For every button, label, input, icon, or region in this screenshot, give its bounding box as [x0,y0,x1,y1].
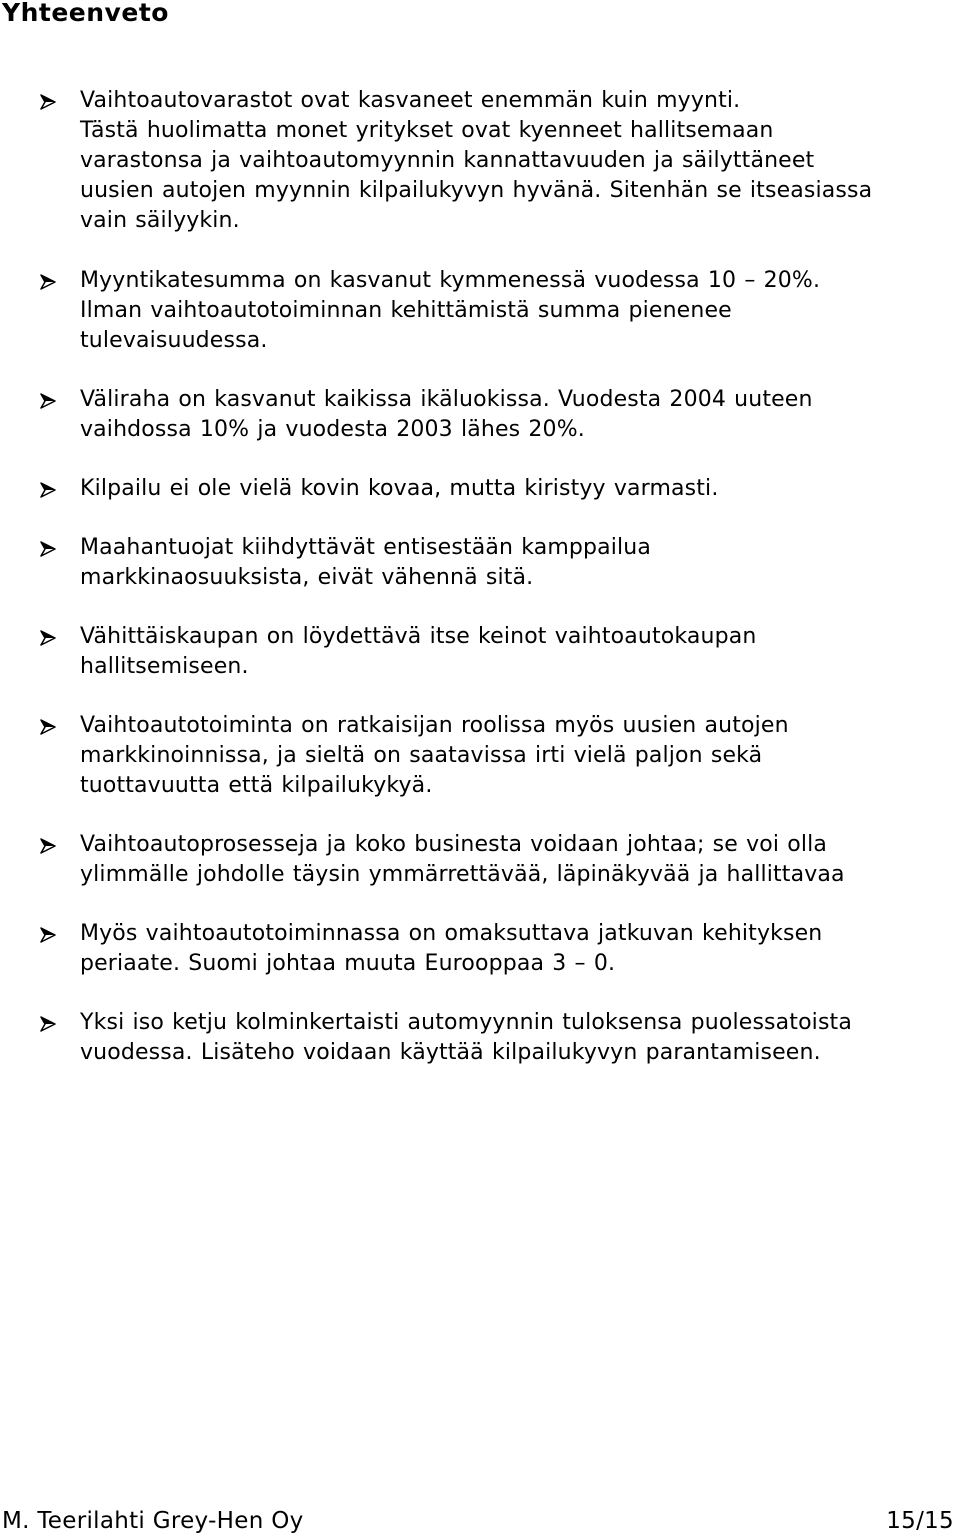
arrowhead-bullet-icon [40,1016,56,1032]
arrowhead-bullet-icon [40,719,56,735]
bullet-text: Vähittäiskaupan on löydettävä itse keinot vaihtoautokaupan hallitsemiseen. [80,624,757,679]
bullet-text: Vaihtoautotoiminta on ratkaisijan roolissa myös uusien autojen markkinoinnissa, ja sieltä on saatavissa irti vielä paljon sekä tuottavuutta että kilpailukykyä. [80,713,789,798]
arrowhead-bullet-icon [40,393,56,409]
bullet-text: Kilpailu ei ole vielä kovin kovaa, mutta kiristyy varmasti. [80,476,719,501]
bullet-text: Vaihtoautoprosesseja ja koko businesta voidaan johtaa; se voi olla ylimmälle johdolle täysin ymmärrettävää, läpinäkyvää ja hallittavaa [80,832,845,887]
footer-author: M. Teerilahti Grey-Hen Oy [2,1508,304,1534]
arrowhead-bullet-icon [40,541,56,557]
arrowhead-bullet-icon [40,482,56,498]
bullet-text: Yksi iso ketju kolminkertaisti automyynnin tuloksensa puolessatoista vuodessa. Lisäteho voidaan käyttää kilpailukyvyn parantamiseen. [80,1010,852,1065]
arrowhead-bullet-icon [40,927,56,943]
arrowhead-bullet-icon [40,630,56,646]
bullet-text: Myös vaihtoautotoiminnassa on omaksuttava jatkuvan kehityksen periaate. Suomi johtaa muuta Eurooppaa 3 – 0. [80,921,823,976]
bullet-text: Väliraha on kasvanut kaikissa ikäluokissa. Vuodesta 2004 uuteen vaihdossa 10% ja vuodesta 2003 lähes 20%. [80,387,813,442]
arrowhead-bullet-icon [40,838,56,854]
arrowhead-bullet-icon [40,274,56,290]
bullet-text: Vaihtoautovarastot ovat kasvaneet enemmän kuin myynti. Tästä huolimatta monet yritykset ovat kyenneet hallitsemaan varastonsa ja vaihtoautomyynnin kannattavuuden ja säilyttäneet uusien autojen myynnin kilpailukyvyn hyvänä. Sitenhän se itseasiassa vain säilyykin. [80,88,873,233]
bullet-text: Myyntikatesumma on kasvanut kymmenessä vuodessa 10 – 20%. Ilman vaihtoautotoiminnan kehittämistä summa pienenee tulevaisuudessa. [80,268,821,353]
arrowhead-bullet-icon [40,94,56,110]
page-number: 15/15 [886,1508,954,1534]
bullet-text: Maahantuojat kiihdyttävät entisestään kamppailua markkinaosuuksista, eivät vähennä sitä. [80,535,652,590]
page-title: Yhteenveto [2,0,169,27]
